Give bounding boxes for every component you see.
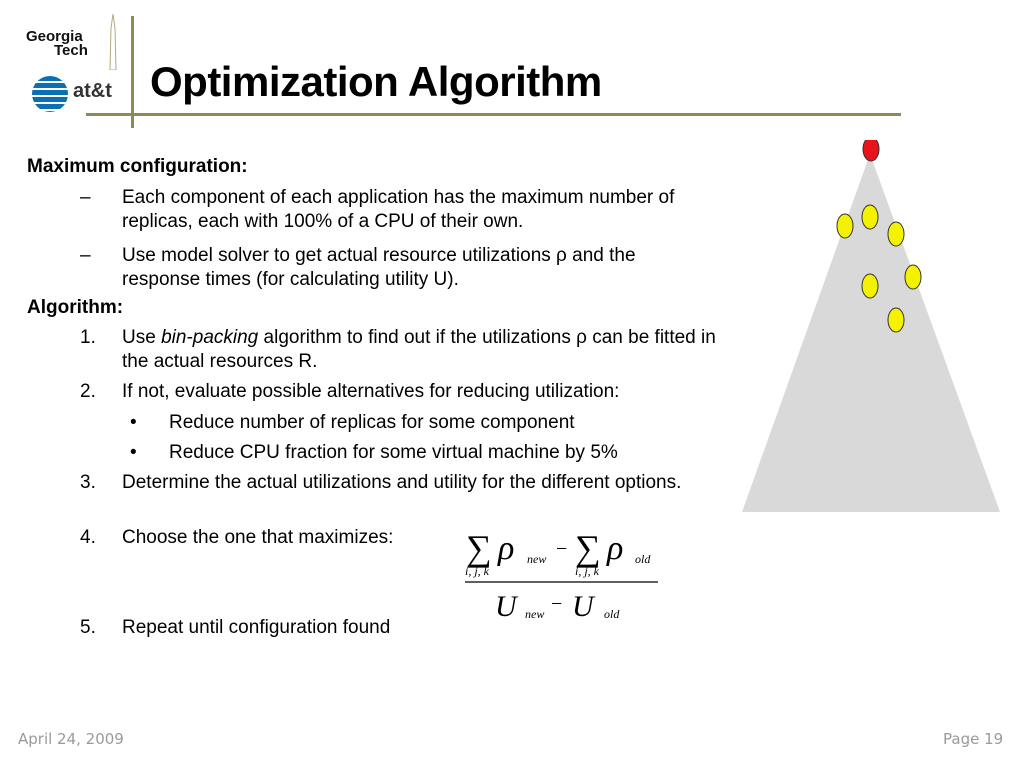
footer-date: April 24, 2009 xyxy=(18,730,124,748)
algorithm-step-2 xyxy=(80,380,740,404)
max-config-item-2 xyxy=(80,244,700,292)
algorithm-step-5 xyxy=(80,616,480,640)
algorithm-step-1 xyxy=(80,326,730,374)
utility-gain-formula xyxy=(462,525,662,625)
root-node xyxy=(863,140,879,161)
step-number: 1. xyxy=(80,327,96,348)
rho-symbol-1: ρ xyxy=(498,530,515,567)
algorithm-step-3 xyxy=(80,471,720,495)
tech-tower-icon xyxy=(108,14,118,70)
step-1-pre: Use xyxy=(122,327,162,348)
gt-logo-line2: Tech xyxy=(54,42,88,60)
sum-symbol-1: ∑ xyxy=(466,528,492,568)
dash-marker: – xyxy=(80,187,91,208)
algorithm-step-3-text: Determine the actual utilizations and utility for the different options. xyxy=(122,472,682,493)
gt-logo-line1: Georgia xyxy=(26,28,83,45)
minus-sign-1: − xyxy=(556,538,568,560)
step-number: 2. xyxy=(80,381,96,402)
tree-node xyxy=(862,274,878,298)
tree-node xyxy=(888,308,904,332)
max-config-item-1-text: Each component of each application has the maximum number of replicas, each with 100% of a CPU of their own. xyxy=(122,187,675,232)
step-1-emphasis: bin-packing xyxy=(161,327,259,348)
tree-node xyxy=(837,214,853,238)
rho-old-subscript: old xyxy=(635,552,651,566)
sum-index-2: i, j, k xyxy=(575,564,599,578)
step-1-post: algorithm to find out if the utilizations ρ can be fitted in the actual resources R. xyxy=(122,327,716,372)
step-number: 3. xyxy=(80,472,96,493)
header-vertical-rule xyxy=(131,16,134,128)
dash-marker: – xyxy=(80,245,91,266)
algorithm-substep-2-text: Reduce CPU fraction for some virtual machine by 5% xyxy=(169,442,618,463)
algorithm-step-4 xyxy=(80,526,480,550)
tree-node xyxy=(862,205,878,229)
max-config-heading: Maximum configuration: xyxy=(27,156,248,177)
replica-tree-diagram xyxy=(742,140,1002,515)
u-new-subscript: new xyxy=(525,607,545,621)
step-number: 4. xyxy=(80,527,96,548)
georgia-tech-logo xyxy=(26,30,108,59)
footer-page-number: Page 19 xyxy=(943,730,1004,748)
tree-node xyxy=(905,265,921,289)
sum-symbol-2: ∑ xyxy=(575,528,601,568)
rho-symbol-2: ρ xyxy=(607,530,624,567)
tree-node xyxy=(888,222,904,246)
step-number: 5. xyxy=(80,617,96,638)
algorithm-step-2-text: If not, evaluate possible alternatives for reducing utilization: xyxy=(122,381,620,402)
u-new-symbol: U xyxy=(495,590,517,623)
max-config-item-1 xyxy=(80,186,700,234)
att-globe-icon xyxy=(32,76,68,112)
algorithm-step-5-text: Repeat until configuration found xyxy=(122,617,391,638)
header-horizontal-rule xyxy=(86,113,901,116)
bullet-marker: • xyxy=(130,412,137,433)
att-logo-text: at&t xyxy=(73,80,112,102)
u-old-subscript: old xyxy=(604,607,620,621)
sum-index-1: i, j, k xyxy=(465,564,489,578)
max-config-item-2-text: Use model solver to get actual resource utilizations ρ and the response times (for calculating utility U). xyxy=(122,245,636,290)
slide-title: Optimization Algorithm xyxy=(150,58,602,105)
algorithm-substep-2 xyxy=(130,441,730,465)
algorithm-step-4-text: Choose the one that maximizes: xyxy=(122,527,394,548)
algorithm-substep-1-text: Reduce number of replicas for some component xyxy=(169,412,575,433)
rho-new-subscript: new xyxy=(527,552,547,566)
minus-sign-2: − xyxy=(551,593,563,615)
algorithm-heading: Algorithm: xyxy=(27,297,124,318)
bullet-marker: • xyxy=(130,442,137,463)
algorithm-substep-1 xyxy=(130,411,730,435)
u-old-symbol: U xyxy=(572,590,594,623)
algorithm-step-1-text xyxy=(122,326,730,374)
